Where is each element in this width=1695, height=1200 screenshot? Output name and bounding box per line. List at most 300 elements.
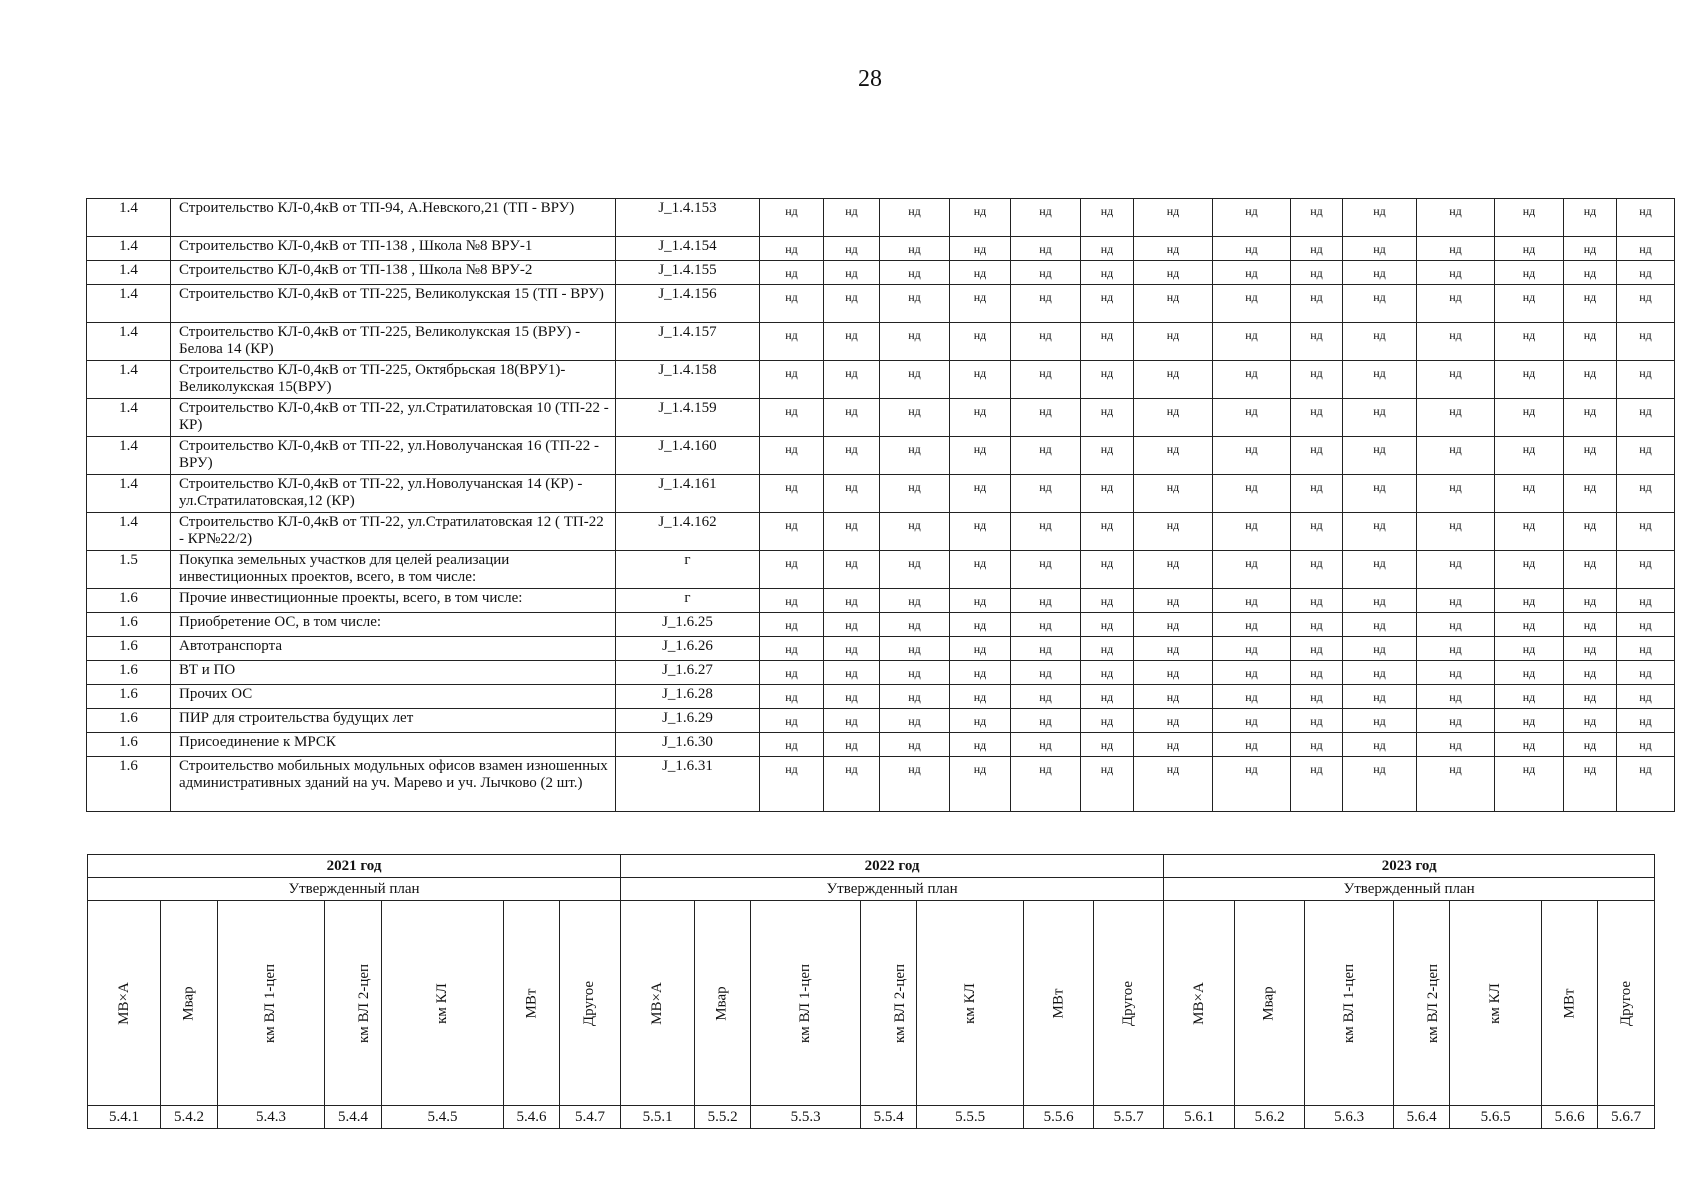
nd-cell: нд bbox=[824, 361, 880, 399]
nd-cell: нд bbox=[1134, 613, 1213, 637]
row-number: 1.4 bbox=[87, 437, 171, 475]
nd-cell: нд bbox=[1417, 199, 1495, 237]
column-code: 5.5.4 bbox=[861, 1106, 917, 1129]
nd-cell: нд bbox=[1417, 613, 1495, 637]
row-code: J_1.4.162 bbox=[616, 513, 760, 551]
unit-header-cell bbox=[88, 901, 161, 1106]
nd-cell: нд bbox=[1617, 399, 1675, 437]
nd-cell: нд bbox=[1343, 589, 1417, 613]
nd-cell: нд bbox=[1081, 237, 1134, 261]
column-code: 5.6.6 bbox=[1542, 1106, 1598, 1129]
nd-cell: нд bbox=[1564, 733, 1617, 757]
nd-cell: нд bbox=[1343, 709, 1417, 733]
nd-cell: нд bbox=[1213, 757, 1291, 812]
nd-cell: нд bbox=[1417, 757, 1495, 812]
nd-cell: нд bbox=[1495, 661, 1564, 685]
nd-cell: нд bbox=[1081, 199, 1134, 237]
nd-cell: нд bbox=[1081, 285, 1134, 323]
nd-cell: нд bbox=[1417, 361, 1495, 399]
row-code: J_1.4.160 bbox=[616, 437, 760, 475]
nd-cell: нд bbox=[1495, 733, 1564, 757]
nd-cell: нд bbox=[1417, 685, 1495, 709]
plan-header: Утвержденный план bbox=[1164, 878, 1655, 901]
nd-cell: нд bbox=[760, 589, 824, 613]
column-code: 5.4.6 bbox=[504, 1106, 560, 1129]
nd-cell: нд bbox=[1213, 661, 1291, 685]
year-header-row bbox=[88, 855, 1655, 878]
row-number: 1.6 bbox=[87, 589, 171, 613]
nd-cell: нд bbox=[760, 399, 824, 437]
nd-cell: нд bbox=[760, 613, 824, 637]
row-code: J_1.6.28 bbox=[616, 685, 760, 709]
nd-cell: нд bbox=[1213, 285, 1291, 323]
nd-cell: нд bbox=[880, 285, 950, 323]
unit-header-cell bbox=[861, 901, 917, 1106]
nd-cell: нд bbox=[1564, 613, 1617, 637]
nd-cell: нд bbox=[1495, 637, 1564, 661]
row-description: Приобретение ОС, в том числе: bbox=[171, 613, 616, 637]
nd-cell: нд bbox=[760, 513, 824, 551]
nd-cell: нд bbox=[1011, 613, 1081, 637]
row-code: J_1.6.25 bbox=[616, 613, 760, 637]
row-description: Строительство КЛ-0,4кВ от ТП-94, А.Невского,21 (ТП - ВРУ) bbox=[171, 199, 616, 237]
unit-label: км ВЛ 2-цеп bbox=[892, 963, 909, 1043]
unit-label: км ВЛ 2-цеп bbox=[356, 963, 373, 1043]
nd-cell: нд bbox=[880, 709, 950, 733]
nd-cell: нд bbox=[1011, 589, 1081, 613]
unit-label: км ВЛ 1-цеп bbox=[797, 963, 814, 1043]
year-header: 2021 год bbox=[88, 855, 621, 878]
table-row bbox=[87, 685, 1675, 709]
nd-cell: нд bbox=[760, 551, 824, 589]
nd-cell: нд bbox=[1417, 551, 1495, 589]
nd-cell: нд bbox=[1617, 757, 1675, 812]
nd-cell: нд bbox=[950, 551, 1011, 589]
unit-label: км ВЛ 2-цеп bbox=[1425, 963, 1442, 1043]
nd-cell: нд bbox=[1564, 475, 1617, 513]
unit-label: МВт bbox=[1561, 988, 1578, 1018]
nd-cell: нд bbox=[1291, 685, 1343, 709]
nd-cell: нд bbox=[1213, 551, 1291, 589]
row-description: ВТ и ПО bbox=[171, 661, 616, 685]
nd-cell: нд bbox=[1291, 709, 1343, 733]
nd-cell: нд bbox=[950, 757, 1011, 812]
unit-header-cell bbox=[325, 901, 382, 1106]
nd-cell: нд bbox=[1291, 661, 1343, 685]
row-description: Строительство КЛ-0,4кВ от ТП-138 , Школа №8 ВРУ-1 bbox=[171, 237, 616, 261]
nd-cell: нд bbox=[1495, 437, 1564, 475]
unit-label: МВ×А bbox=[1190, 981, 1207, 1025]
nd-cell: нд bbox=[1343, 437, 1417, 475]
row-number: 1.5 bbox=[87, 551, 171, 589]
nd-cell: нд bbox=[1617, 285, 1675, 323]
nd-cell: нд bbox=[1343, 237, 1417, 261]
nd-cell: нд bbox=[950, 685, 1011, 709]
unit-label: МВт bbox=[1050, 988, 1067, 1018]
nd-cell: нд bbox=[880, 551, 950, 589]
row-code: J_1.4.159 bbox=[616, 399, 760, 437]
row-code: J_1.6.26 bbox=[616, 637, 760, 661]
nd-cell: нд bbox=[1291, 589, 1343, 613]
nd-cell: нд bbox=[1495, 285, 1564, 323]
nd-cell: нд bbox=[1291, 475, 1343, 513]
nd-cell: нд bbox=[1134, 361, 1213, 399]
nd-cell: нд bbox=[950, 285, 1011, 323]
nd-cell: нд bbox=[1291, 199, 1343, 237]
nd-cell: нд bbox=[1134, 589, 1213, 613]
nd-cell: нд bbox=[880, 323, 950, 361]
table-row bbox=[87, 661, 1675, 685]
unit-label: Другое bbox=[1120, 980, 1137, 1026]
nd-cell: нд bbox=[1564, 323, 1617, 361]
unit-header-cell bbox=[1094, 901, 1164, 1106]
nd-cell: нд bbox=[1081, 513, 1134, 551]
nd-cell: нд bbox=[1495, 261, 1564, 285]
nd-cell: нд bbox=[760, 661, 824, 685]
nd-cell: нд bbox=[824, 709, 880, 733]
nd-cell: нд bbox=[1343, 757, 1417, 812]
nd-cell: нд bbox=[1081, 261, 1134, 285]
nd-cell: нд bbox=[1134, 399, 1213, 437]
nd-cell: нд bbox=[1495, 685, 1564, 709]
nd-cell: нд bbox=[1213, 237, 1291, 261]
nd-cell: нд bbox=[1291, 323, 1343, 361]
nd-cell: нд bbox=[1617, 199, 1675, 237]
nd-cell: нд bbox=[950, 661, 1011, 685]
unit-header-cell bbox=[1598, 901, 1655, 1106]
nd-cell: нд bbox=[824, 551, 880, 589]
plan-header: Утвержденный план bbox=[621, 878, 1164, 901]
nd-cell: нд bbox=[1081, 361, 1134, 399]
nd-cell: нд bbox=[1134, 513, 1213, 551]
nd-cell: нд bbox=[1617, 613, 1675, 637]
nd-cell: нд bbox=[880, 589, 950, 613]
nd-cell: нд bbox=[760, 261, 824, 285]
column-code: 5.6.5 bbox=[1450, 1106, 1542, 1129]
nd-cell: нд bbox=[760, 733, 824, 757]
nd-cell: нд bbox=[1134, 661, 1213, 685]
nd-cell: нд bbox=[1213, 709, 1291, 733]
nd-cell: нд bbox=[950, 437, 1011, 475]
nd-cell: нд bbox=[880, 475, 950, 513]
nd-cell: нд bbox=[1617, 551, 1675, 589]
nd-cell: нд bbox=[1011, 285, 1081, 323]
unit-label: Другое bbox=[581, 980, 598, 1026]
nd-cell: нд bbox=[1134, 685, 1213, 709]
nd-cell: нд bbox=[1134, 637, 1213, 661]
nd-cell: нд bbox=[1291, 551, 1343, 589]
nd-cell: нд bbox=[1417, 637, 1495, 661]
nd-cell: нд bbox=[1495, 709, 1564, 733]
nd-cell: нд bbox=[1291, 757, 1343, 812]
nd-cell: нд bbox=[880, 685, 950, 709]
plan-header-table bbox=[87, 854, 1655, 1129]
nd-cell: нд bbox=[1134, 709, 1213, 733]
row-code: J_1.4.157 bbox=[616, 323, 760, 361]
unit-header-cell bbox=[161, 901, 218, 1106]
nd-cell: нд bbox=[1081, 589, 1134, 613]
nd-cell: нд bbox=[1564, 437, 1617, 475]
column-code: 5.4.1 bbox=[88, 1106, 161, 1129]
nd-cell: нд bbox=[1011, 685, 1081, 709]
unit-header-cell bbox=[382, 901, 504, 1106]
nd-cell: нд bbox=[1495, 551, 1564, 589]
nd-cell: нд bbox=[1011, 733, 1081, 757]
row-description: Строительство КЛ-0,4кВ от ТП-225, Октябрьская 18(ВРУ1)-Великолукская 15(ВРУ) bbox=[171, 361, 616, 399]
year-header: 2022 год bbox=[621, 855, 1164, 878]
row-code: г bbox=[616, 551, 760, 589]
nd-cell: нд bbox=[1417, 285, 1495, 323]
row-description: Строительство КЛ-0,4кВ от ТП-22, ул.Стратилатовская 10 (ТП-22 - КР) bbox=[171, 399, 616, 437]
investment-projects-table bbox=[86, 198, 1675, 812]
unit-header-cell bbox=[1542, 901, 1598, 1106]
nd-cell: нд bbox=[1213, 637, 1291, 661]
nd-cell: нд bbox=[760, 323, 824, 361]
table-row bbox=[87, 709, 1675, 733]
table-row bbox=[87, 285, 1675, 323]
row-number: 1.4 bbox=[87, 361, 171, 399]
nd-cell: нд bbox=[1081, 399, 1134, 437]
nd-cell: нд bbox=[1213, 361, 1291, 399]
nd-cell: нд bbox=[824, 661, 880, 685]
nd-cell: нд bbox=[1343, 661, 1417, 685]
nd-cell: нд bbox=[824, 285, 880, 323]
nd-cell: нд bbox=[824, 685, 880, 709]
unit-header-cell bbox=[1305, 901, 1394, 1106]
nd-cell: нд bbox=[824, 637, 880, 661]
column-code: 5.5.7 bbox=[1094, 1106, 1164, 1129]
nd-cell: нд bbox=[880, 733, 950, 757]
row-description: Строительство КЛ-0,4кВ от ТП-225, Великолукская 15 (ТП - ВРУ) bbox=[171, 285, 616, 323]
row-description: Строительство КЛ-0,4кВ от ТП-138 , Школа №8 ВРУ-2 bbox=[171, 261, 616, 285]
nd-cell: нд bbox=[1081, 685, 1134, 709]
row-number: 1.4 bbox=[87, 199, 171, 237]
nd-cell: нд bbox=[1564, 285, 1617, 323]
nd-cell: нд bbox=[880, 637, 950, 661]
nd-cell: нд bbox=[1343, 261, 1417, 285]
row-description: Присоединение к МРСК bbox=[171, 733, 616, 757]
nd-cell: нд bbox=[1564, 709, 1617, 733]
table-row bbox=[87, 637, 1675, 661]
column-code: 5.6.4 bbox=[1394, 1106, 1450, 1129]
nd-cell: нд bbox=[950, 637, 1011, 661]
nd-cell: нд bbox=[1011, 475, 1081, 513]
nd-cell: нд bbox=[824, 437, 880, 475]
unit-label: км КЛ bbox=[1487, 982, 1504, 1024]
nd-cell: нд bbox=[1291, 437, 1343, 475]
nd-cell: нд bbox=[1564, 685, 1617, 709]
column-code: 5.4.7 bbox=[560, 1106, 621, 1129]
nd-cell: нд bbox=[824, 199, 880, 237]
nd-cell: нд bbox=[824, 733, 880, 757]
row-description: ПИР для строительства будущих лет bbox=[171, 709, 616, 733]
nd-cell: нд bbox=[1617, 685, 1675, 709]
nd-cell: нд bbox=[950, 261, 1011, 285]
row-description: Прочие инвестиционные проекты, всего, в том числе: bbox=[171, 589, 616, 613]
nd-cell: нд bbox=[1134, 237, 1213, 261]
row-code: J_1.4.156 bbox=[616, 285, 760, 323]
nd-cell: нд bbox=[1134, 323, 1213, 361]
row-description: Строительство КЛ-0,4кВ от ТП-22, ул.Стратилатовская 12 ( ТП-22 - КР№22/2) bbox=[171, 513, 616, 551]
row-number: 1.6 bbox=[87, 709, 171, 733]
nd-cell: нд bbox=[760, 475, 824, 513]
row-code: J_1.6.31 bbox=[616, 757, 760, 812]
nd-cell: нд bbox=[1081, 475, 1134, 513]
unit-label: км КЛ bbox=[961, 982, 978, 1024]
row-description: Строительство мобильных модульных офисов взамен изношенных административных зданий на уч. Марево и уч. Лычково (2 шт.) bbox=[171, 757, 616, 812]
nd-cell: нд bbox=[1213, 437, 1291, 475]
nd-cell: нд bbox=[1343, 475, 1417, 513]
nd-cell: нд bbox=[1617, 637, 1675, 661]
nd-cell: нд bbox=[824, 589, 880, 613]
nd-cell: нд bbox=[1617, 361, 1675, 399]
nd-cell: нд bbox=[1343, 685, 1417, 709]
unit-header-cell bbox=[1394, 901, 1450, 1106]
nd-cell: нд bbox=[760, 757, 824, 812]
unit-label: Другое bbox=[1617, 980, 1634, 1026]
nd-cell: нд bbox=[1343, 551, 1417, 589]
nd-cell: нд bbox=[1081, 323, 1134, 361]
table-row bbox=[87, 551, 1675, 589]
row-description: Строительство КЛ-0,4кВ от ТП-22, ул.Новолучанская 14 (КР) - ул.Стратилатовская,12 (КР) bbox=[171, 475, 616, 513]
nd-cell: нд bbox=[1213, 475, 1291, 513]
table-row bbox=[87, 733, 1675, 757]
nd-cell: нд bbox=[1564, 551, 1617, 589]
nd-cell: нд bbox=[950, 399, 1011, 437]
nd-cell: нд bbox=[1343, 399, 1417, 437]
row-code: J_1.6.27 bbox=[616, 661, 760, 685]
nd-cell: нд bbox=[880, 437, 950, 475]
nd-cell: нд bbox=[1417, 399, 1495, 437]
row-number: 1.4 bbox=[87, 237, 171, 261]
table-row bbox=[87, 589, 1675, 613]
nd-cell: нд bbox=[1291, 399, 1343, 437]
nd-cell: нд bbox=[1134, 199, 1213, 237]
nd-cell: нд bbox=[1213, 589, 1291, 613]
row-code: J_1.6.29 bbox=[616, 709, 760, 733]
nd-cell: нд bbox=[950, 475, 1011, 513]
nd-cell: нд bbox=[1213, 733, 1291, 757]
nd-cell: нд bbox=[1011, 361, 1081, 399]
nd-cell: нд bbox=[1011, 513, 1081, 551]
nd-cell: нд bbox=[1564, 399, 1617, 437]
page-number: 28 bbox=[858, 66, 882, 92]
nd-cell: нд bbox=[1343, 513, 1417, 551]
nd-cell: нд bbox=[1417, 237, 1495, 261]
nd-cell: нд bbox=[1011, 399, 1081, 437]
nd-cell: нд bbox=[824, 261, 880, 285]
nd-cell: нд bbox=[1081, 661, 1134, 685]
nd-cell: нд bbox=[1495, 399, 1564, 437]
row-number: 1.6 bbox=[87, 685, 171, 709]
nd-cell: нд bbox=[1134, 757, 1213, 812]
nd-cell: нд bbox=[1081, 613, 1134, 637]
unit-header-cell bbox=[1024, 901, 1094, 1106]
nd-cell: нд bbox=[880, 613, 950, 637]
row-number: 1.4 bbox=[87, 399, 171, 437]
row-code: J_1.4.153 bbox=[616, 199, 760, 237]
nd-cell: нд bbox=[1213, 261, 1291, 285]
nd-cell: нд bbox=[824, 475, 880, 513]
nd-cell: нд bbox=[824, 323, 880, 361]
table-row bbox=[87, 437, 1675, 475]
nd-cell: нд bbox=[1291, 733, 1343, 757]
nd-cell: нд bbox=[950, 513, 1011, 551]
nd-cell: нд bbox=[1291, 361, 1343, 399]
nd-cell: нд bbox=[1417, 261, 1495, 285]
unit-header-cell bbox=[218, 901, 325, 1106]
nd-cell: нд bbox=[1617, 437, 1675, 475]
nd-cell: нд bbox=[1564, 589, 1617, 613]
row-description: Строительство КЛ-0,4кВ от ТП-22, ул.Новолучанская 16 (ТП-22 - ВРУ) bbox=[171, 437, 616, 475]
nd-cell: нд bbox=[1617, 261, 1675, 285]
unit-header-cell bbox=[1164, 901, 1235, 1106]
column-code: 5.4.2 bbox=[161, 1106, 218, 1129]
row-number: 1.4 bbox=[87, 261, 171, 285]
column-code: 5.4.5 bbox=[382, 1106, 504, 1129]
nd-cell: нд bbox=[1495, 757, 1564, 812]
nd-cell: нд bbox=[1417, 323, 1495, 361]
table-row bbox=[87, 261, 1675, 285]
nd-cell: нд bbox=[1343, 199, 1417, 237]
table-row bbox=[87, 199, 1675, 237]
unit-label: Мвар bbox=[1261, 985, 1278, 1021]
nd-cell: нд bbox=[1617, 661, 1675, 685]
nd-cell: нд bbox=[824, 613, 880, 637]
nd-cell: нд bbox=[1011, 437, 1081, 475]
nd-cell: нд bbox=[1081, 437, 1134, 475]
row-number: 1.4 bbox=[87, 513, 171, 551]
unit-header-cell bbox=[560, 901, 621, 1106]
nd-cell: нд bbox=[1617, 323, 1675, 361]
codes-row bbox=[88, 1106, 1655, 1129]
nd-cell: нд bbox=[824, 399, 880, 437]
nd-cell: нд bbox=[1617, 475, 1675, 513]
nd-cell: нд bbox=[824, 513, 880, 551]
row-code: г bbox=[616, 589, 760, 613]
row-description: Покупка земельных участков для целей реализации инвестиционных проектов, всего, в том числе: bbox=[171, 551, 616, 589]
nd-cell: нд bbox=[1081, 757, 1134, 812]
nd-cell: нд bbox=[880, 237, 950, 261]
nd-cell: нд bbox=[1564, 237, 1617, 261]
plan-header: Утвержденный план bbox=[88, 878, 621, 901]
table-row bbox=[87, 399, 1675, 437]
column-code: 5.4.3 bbox=[218, 1106, 325, 1129]
unit-label: км ВЛ 1-цеп bbox=[1340, 963, 1357, 1043]
nd-cell: нд bbox=[1417, 733, 1495, 757]
nd-cell: нд bbox=[1213, 199, 1291, 237]
row-number: 1.6 bbox=[87, 757, 171, 812]
nd-cell: нд bbox=[1417, 709, 1495, 733]
nd-cell: нд bbox=[1564, 261, 1617, 285]
unit-label: МВ×А bbox=[649, 981, 666, 1025]
table-row bbox=[87, 513, 1675, 551]
table-row bbox=[87, 237, 1675, 261]
column-code: 5.6.3 bbox=[1305, 1106, 1394, 1129]
nd-cell: нд bbox=[1564, 757, 1617, 812]
row-code: J_1.4.155 bbox=[616, 261, 760, 285]
nd-cell: нд bbox=[1213, 613, 1291, 637]
nd-cell: нд bbox=[1617, 513, 1675, 551]
nd-cell: нд bbox=[1011, 661, 1081, 685]
unit-header-cell bbox=[1235, 901, 1305, 1106]
nd-cell: нд bbox=[1343, 361, 1417, 399]
nd-cell: нд bbox=[1011, 637, 1081, 661]
nd-cell: нд bbox=[1291, 261, 1343, 285]
unit-header-cell bbox=[751, 901, 861, 1106]
nd-cell: нд bbox=[1617, 709, 1675, 733]
nd-cell: нд bbox=[1564, 199, 1617, 237]
